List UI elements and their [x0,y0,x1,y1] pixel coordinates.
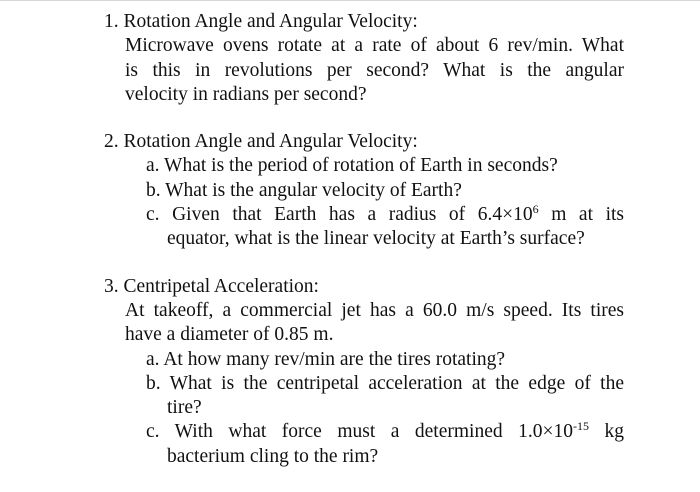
problem-3-text-line-1: At takeoff, a commercial jet has a 60.0 m/s speed. Its tires [125,299,624,321]
problem-3-part-b-line-2: tire? [167,397,202,419]
problem-3-part-c-exponent: -15 [573,419,589,434]
problem-3-part-c-line-2: bacterium cling to the rim? [167,445,379,467]
problem-2-part-c-exponent: 6 [532,202,539,217]
problem-2-part-a: a. What is the period of rotation of Earth in seconds? [146,155,558,177]
problem-2-part-c-unit: m at its [538,204,624,226]
problem-1-heading: 1. Rotation Angle and Angular Velocity: [104,11,418,32]
problem-3-part-a: a. At how many rev/min are the tires rotating? [146,348,506,370]
problem-3-part-b-line-1: b. What is the centripetal acceleration at the edge of the [146,372,624,394]
problem-sheet [104,10,624,492]
problem-2-part-c-line-1 [104,203,624,227]
problem-3-text-line-2: have a diameter of 0.85 m. [125,324,334,346]
problem-3 [104,275,624,469]
top-divider [0,0,700,1]
problem-1 [104,10,624,107]
problem-2-part-b: b. What is the angular velocity of Earth? [146,179,462,201]
problem-1-text-line-1: Microwave ovens rotate at a rate of about 6 rev/min. What [125,35,624,57]
problem-1-text-line-2: is this in revolutions per second? What is the angular [125,59,624,81]
problem-2-part-c-line-2: equator, what is the linear velocity at Earth’s surface? [167,228,585,250]
problem-2-heading: 2. Rotation Angle and Angular Velocity: [104,131,418,153]
problem-3-part-c-unit: kg [589,421,624,443]
problem-2-part-c-text: c. Given that Earth has a radius of 6.4×10 [146,204,533,226]
problem-3-heading: 3. Centripetal Acceleration: [104,275,319,297]
problem-3-part-c-line-1 [104,420,624,444]
problem-3-part-c-text: c. With what force must a determined 1.0×10 [146,421,573,443]
problem-1-text-line-3: velocity in radians per second? [125,83,367,105]
problem-2 [104,130,624,251]
